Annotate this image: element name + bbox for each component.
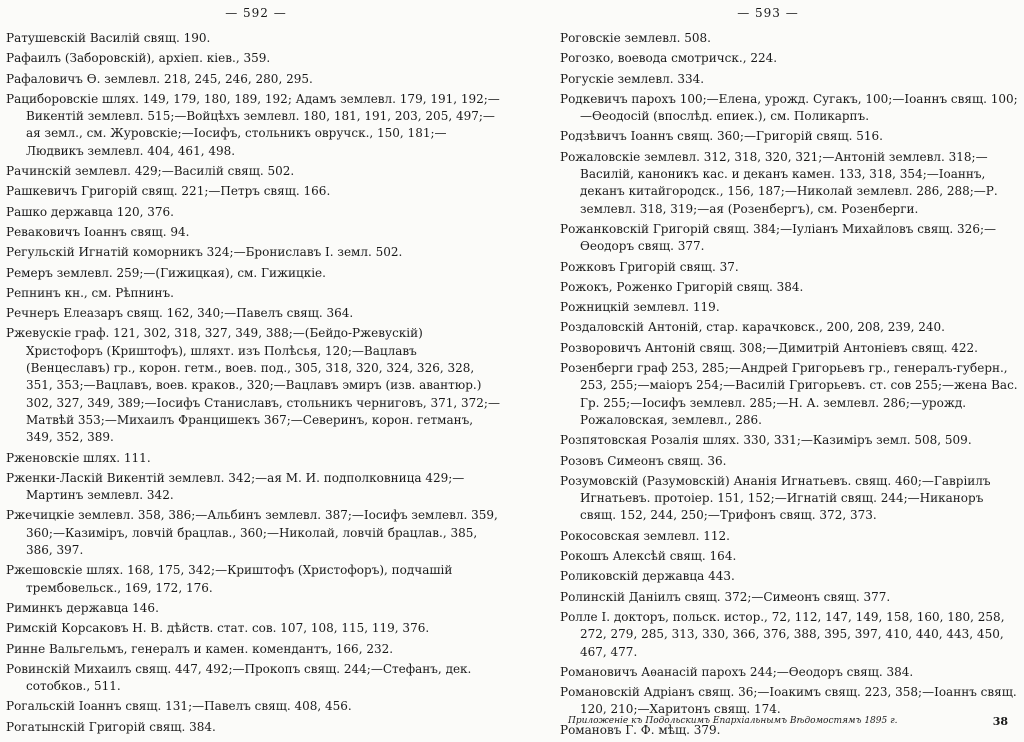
index-entry: Рациборовскіе шлях. 149, 179, 180, 189, 192; Адамъ землевл. 179, 191, 192;—Викентій землевл. 515;—Войцѣхъ землевл. 180, 181, 191, 203, 205, 497;—ая земл., см. Журовскіе;—Іосифъ, стольникъ овручск., 150, 181;—Людвикъ землевл. 404, 461, 498. (6, 91, 500, 158)
index-entry: Рачинскій землевл. 429;—Василій свящ. 502. (6, 164, 295, 179)
index-entry: Рафаилъ (Заборовскій), архіеп. кіев., 359. (6, 51, 271, 66)
signature-number: 38 (992, 715, 1008, 728)
index-entry: Родкевичъ парохъ 100;—Елена, урожд. Сугакъ, 100;—Іоаннъ свящ. 100;—Ѳеодосій (впослѣд. епиек.), см. Поликарпъ. (560, 91, 1018, 124)
index-entry: Ржевускіе граф. 121, 302, 318, 327, 349, 388;—(Бейдо-Ржевускій) Христофоръ (Криштофъ), шляхт. изъ Полѣсья, 120;—Вацлавъ (Венцеславъ) гр., корон. гетм., воев. под., 305, 318, 320, 324, 326, 328, 351, 353;—Вацлавъ, воев. краков., 320;—Вацлавъ эмиръ (изв. авантюр.) 302, 327, 349, 389;—Іосифъ Станиславъ, стольникъ черниговъ, 371, 372;—Матвѣй 353;—Михаилъ Францишекъ 367;—Северинъ, корон. гетманъ, 349, 352, 389. (6, 326, 500, 445)
index-entry: Роздаловскій Антоній, стар. карачковск., 200, 208, 239, 240. (560, 320, 945, 335)
index-entry: Репнинъ кн., см. Рѣпнинъ. (6, 285, 174, 300)
index-entry: Рашко державца 120, 376. (6, 204, 174, 219)
index-entry: Розовъ Симеонъ свящ. 36. (560, 453, 727, 468)
index-entry: Ринне Вальгельмъ, генералъ и камен. комендантъ, 166, 232. (6, 641, 394, 656)
index-entry: Романовичъ Аѳанасій парохъ 244;—Ѳеодоръ свящ. 384. (560, 664, 914, 679)
right-page (512, 0, 1024, 737)
index-entry: Рожковъ Григорій свящ. 37. (560, 259, 739, 274)
index-entries (560, 30, 1018, 742)
index-entry: Рженки-Ласкій Викентій землевл. 342;—ая М. И. подполковница 429;—Мартинъ землевл. 342. (6, 470, 465, 503)
index-entry: Розенберги граф 253, 285;—Андрей Григорьевъ гр., генералъ-губерн., 253, 255;—маіоръ 254;—Василій Григорьевъ. ст. сов 255;—жена Вас. Гр. 255;—Іосифъ землевл. 285;—Н. А. землевл. 286;—урожд. Рожаловская, землевл., 286. (560, 361, 1018, 427)
index-entry: Рожанковскій Григорій свящ. 384;—Іуліанъ Михайловъ свящ. 326;—Ѳеодоръ свящ. 377. (560, 221, 996, 254)
index-entry: Рогальскій Іоаннъ свящ. 131;—Павелъ свящ. 408, 456. (6, 699, 352, 714)
index-entry: Рогускіе землевл. 334. (560, 71, 705, 86)
index-entry: Рафаловичъ Ѳ. землевл. 218, 245, 246, 280, 295. (6, 71, 313, 86)
index-entry: Ролле І. докторъ, польск. истор., 72, 112, 147, 149, 158, 160, 180, 258, 272, 279, 285, 313, 330, 366, 376, 388, 395, 397, 410, 440, 443, 450, 467, 477. (560, 609, 1005, 659)
index-entry: Роликовскій державца 443. (560, 569, 735, 584)
index-entry: Рожаловскіе землевл. 312, 318, 320, 321;—Антоній землевл. 318;—Василій, каноникъ кас. и деканъ камен. 133, 318, 354;—Іоаннъ, деканъ китайгородск., 156, 187;—Николай землевл. 286, 288;—Р. землевл. 318, 319;—ая (Розенбергъ), см. Розенберги. (560, 149, 998, 216)
index-entry: Романовскій Адріанъ свящ. 36;—Іоакимъ свящ. 223, 358;—Іоаннъ свящ. 120, 210;—Харитонъ свящ. 174. (560, 685, 1017, 717)
index-entry: Ремеръ землевл. 259;—(Гижицкая), см. Гижицкіе. (6, 265, 326, 280)
index-entry: Реваковичъ Іоаннъ свящ. 94. (6, 224, 190, 239)
index-entry: Ржечицкіе землевл. 358, 386;—Альбинъ землевл. 387;—Іосифъ землевл. 359, 360;—Казиміръ, ловчій брацлав., 360;—Николай, ловчій брацлав., 385, 386, 397. (6, 508, 498, 558)
index-entry: Рашкевичъ Григорій свящ. 221;—Петръ свящ. 166. (6, 184, 331, 199)
index-entry: Рожокъ, Роженко Григорій свящ. 384. (560, 279, 804, 294)
page-footer (568, 716, 1008, 726)
index-entry: Регульскій Игнатій коморникъ 324;—Брониславъ І. земл. 502. (6, 245, 403, 260)
index-entry: Розумовскій (Разумовскій) Ананія Игнатьевъ. свящ. 460;—Гавріилъ Игнатьевъ. протоіер. 151, 152;—Игнатій свящ. 244;—Никаноръ свящ. 152, 244, 250;—Трифонъ свящ. 372, 373. (560, 473, 991, 523)
index-entry: Родзѣвичъ Іоаннъ свящ. 360;—Григорій свящ. 516. (560, 129, 883, 144)
index-entries (6, 30, 503, 739)
index-entry: Речнеръ Елеазаръ свящ. 162, 340;—Павелъ свящ. 364. (6, 306, 354, 321)
index-entry: Ржешовскіе шлях. 168, 175, 342;—Криштофъ (Христофоръ), подчашій трембовельск., 169, 172, 176. (6, 563, 453, 595)
index-entry: Ролинскій Даніилъ свящ. 372;—Симеонъ свящ. 377. (560, 589, 891, 604)
index-entry: Рогозко, воевода смотричск., 224. (560, 51, 778, 66)
index-entry: Роговскіе землевл. 508. (560, 31, 711, 45)
index-entry: Ратушевскій Василій свящ. 190. (6, 31, 211, 45)
index-entry: Розпятовская Розалія шлях. 330, 331;—Казиміръ земл. 508, 509. (560, 433, 972, 448)
page-number: — 593 — (737, 6, 799, 20)
index-entry: Романовъ Г. Ф. мѣщ. 379. (560, 722, 721, 737)
index-entry: Рокошъ Алексѣй свящ. 164. (560, 549, 737, 564)
page-number: — 592 — (225, 6, 287, 20)
index-entry: Рженовскіе шлях. 111. (6, 450, 151, 465)
index-entry: Рокосовская землевл. 112. (560, 528, 730, 543)
index-entry: Римскій Корсаковъ Н. В. дѣйств. стат. сов. 107, 108, 115, 119, 376. (6, 621, 430, 636)
index-entry: Рогатынскій Григорій свящ. 384. (6, 719, 216, 734)
index-entry: Розворовичъ Антоній свящ. 308;—Димитрій Антоніевъ свящ. 422. (560, 340, 978, 355)
index-entry: Риминкъ державца 146. (6, 600, 159, 615)
left-page (0, 0, 512, 737)
index-entry: Рожницкій землевл. 119. (560, 300, 720, 315)
index-entry: Ровинскій Михаилъ свящ. 447, 492;—Прокопъ свящ. 244;—Стефанъ, дек. сотобков., 511. (6, 661, 472, 694)
footer-text: Приложеніе къ Подольскимъ Епархіальнымъ Вѣдомостямъ 1895 г. (568, 716, 898, 726)
